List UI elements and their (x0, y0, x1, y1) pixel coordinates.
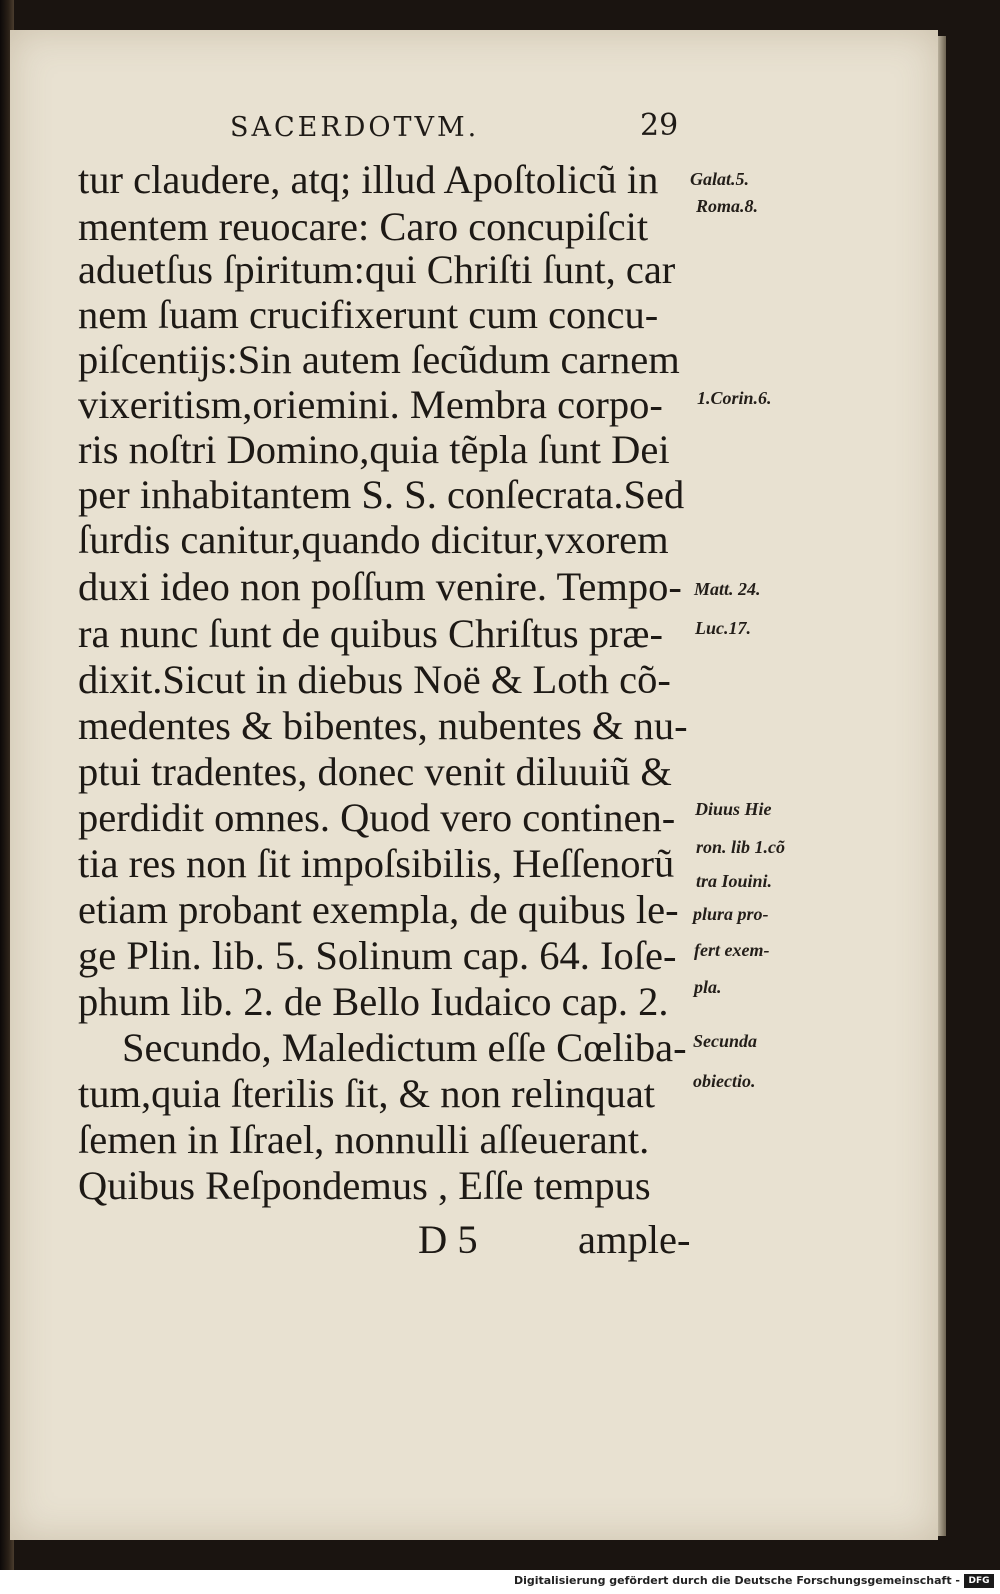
text-line: tia res non ſit impoſsibilis, Heſſenorũ (78, 841, 675, 886)
catchword: ample- (578, 1217, 691, 1262)
text-line: ra nunc ſunt de quibus Chriſtus præ- (78, 611, 663, 656)
margin-note: Diuus Hie (695, 799, 772, 819)
margin-note: Matt. 24. (694, 579, 761, 599)
running-title: SACERDOTVM. (230, 112, 480, 143)
text-line: per inhabitantem S. S. conſecrata.Sed (78, 472, 685, 517)
funding-credit: Digitalisierung gefördert durch die Deutsche Forschungsgemeinschaft - (513, 1574, 960, 1587)
margin-note: Galat.5. (690, 169, 750, 189)
text-line: mentem reuocare: Caro concupiſcit (78, 204, 649, 249)
margin-note: fert exem- (694, 940, 770, 960)
text-line: etiam probant exempla, de quibus le- (78, 887, 679, 932)
text-line: phum lib. 2. de Bello Iudaico cap. 2. (78, 979, 669, 1024)
text-line: medentes & bibentes, nubentes & nu- (78, 703, 688, 748)
text-line: piſcentijs:Sin autem ſecũdum carnem (78, 337, 680, 382)
text-line: tur claudere, atq; illud Apoſtolicũ in (78, 157, 659, 202)
dfg-logo: DFG (964, 1574, 994, 1588)
text-line: aduetſus ſpiritum:qui Chriſti ſunt, car (78, 247, 676, 292)
attribution-footer (0, 1570, 1000, 1594)
text-line: Secundo, Maledictum eſſe Cœliba- (122, 1025, 687, 1070)
text-line: tum,quia ſterilis ſit, & non relinquat (78, 1071, 656, 1116)
page-fore-edge (938, 36, 946, 1536)
margin-note: 1.Corin.6. (697, 388, 772, 408)
margin-note: Secunda (693, 1031, 758, 1051)
text-line: dixit.Sicut in diebus Noë & Loth cõ- (78, 657, 671, 702)
text-line: ſurdis canitur,quando dicitur,vxorem (78, 517, 669, 562)
text-line: nem ſuam crucifixerunt cum concu- (78, 292, 659, 337)
text-line: ris noſtri Domino,quia tẽpla ſunt Dei (78, 427, 670, 472)
page-number: 29 (640, 108, 679, 143)
text-line: ptui tradentes, donec venit diluuiũ & (78, 749, 672, 794)
text-line: Quibus Reſpondemus , Eſſe tempus (78, 1163, 651, 1208)
margin-note: tra Iouini. (696, 871, 773, 891)
signature-mark: D 5 (418, 1217, 478, 1262)
margin-note: Luc.17. (695, 618, 751, 638)
text-line: ge Plin. lib. 5. Solinum cap. 64. Ioſe- (78, 933, 677, 978)
text-line: vixeritism,oriemini. Membra corpo- (78, 382, 663, 427)
margin-note: plura pro- (693, 904, 769, 924)
margin-note: Roma.8. (696, 196, 759, 216)
text-line: ſemen in Iſrael, nonnulli aſſeuerant. (78, 1117, 650, 1162)
text-line: perdidit omnes. Quod vero continen- (78, 795, 676, 840)
margin-note: ron. lib 1.cõ (696, 837, 786, 857)
margin-note: pla. (694, 977, 722, 997)
text-line: duxi ideo non poſſum venire. Tempo- (78, 564, 682, 609)
margin-note: obiectio. (693, 1071, 756, 1091)
